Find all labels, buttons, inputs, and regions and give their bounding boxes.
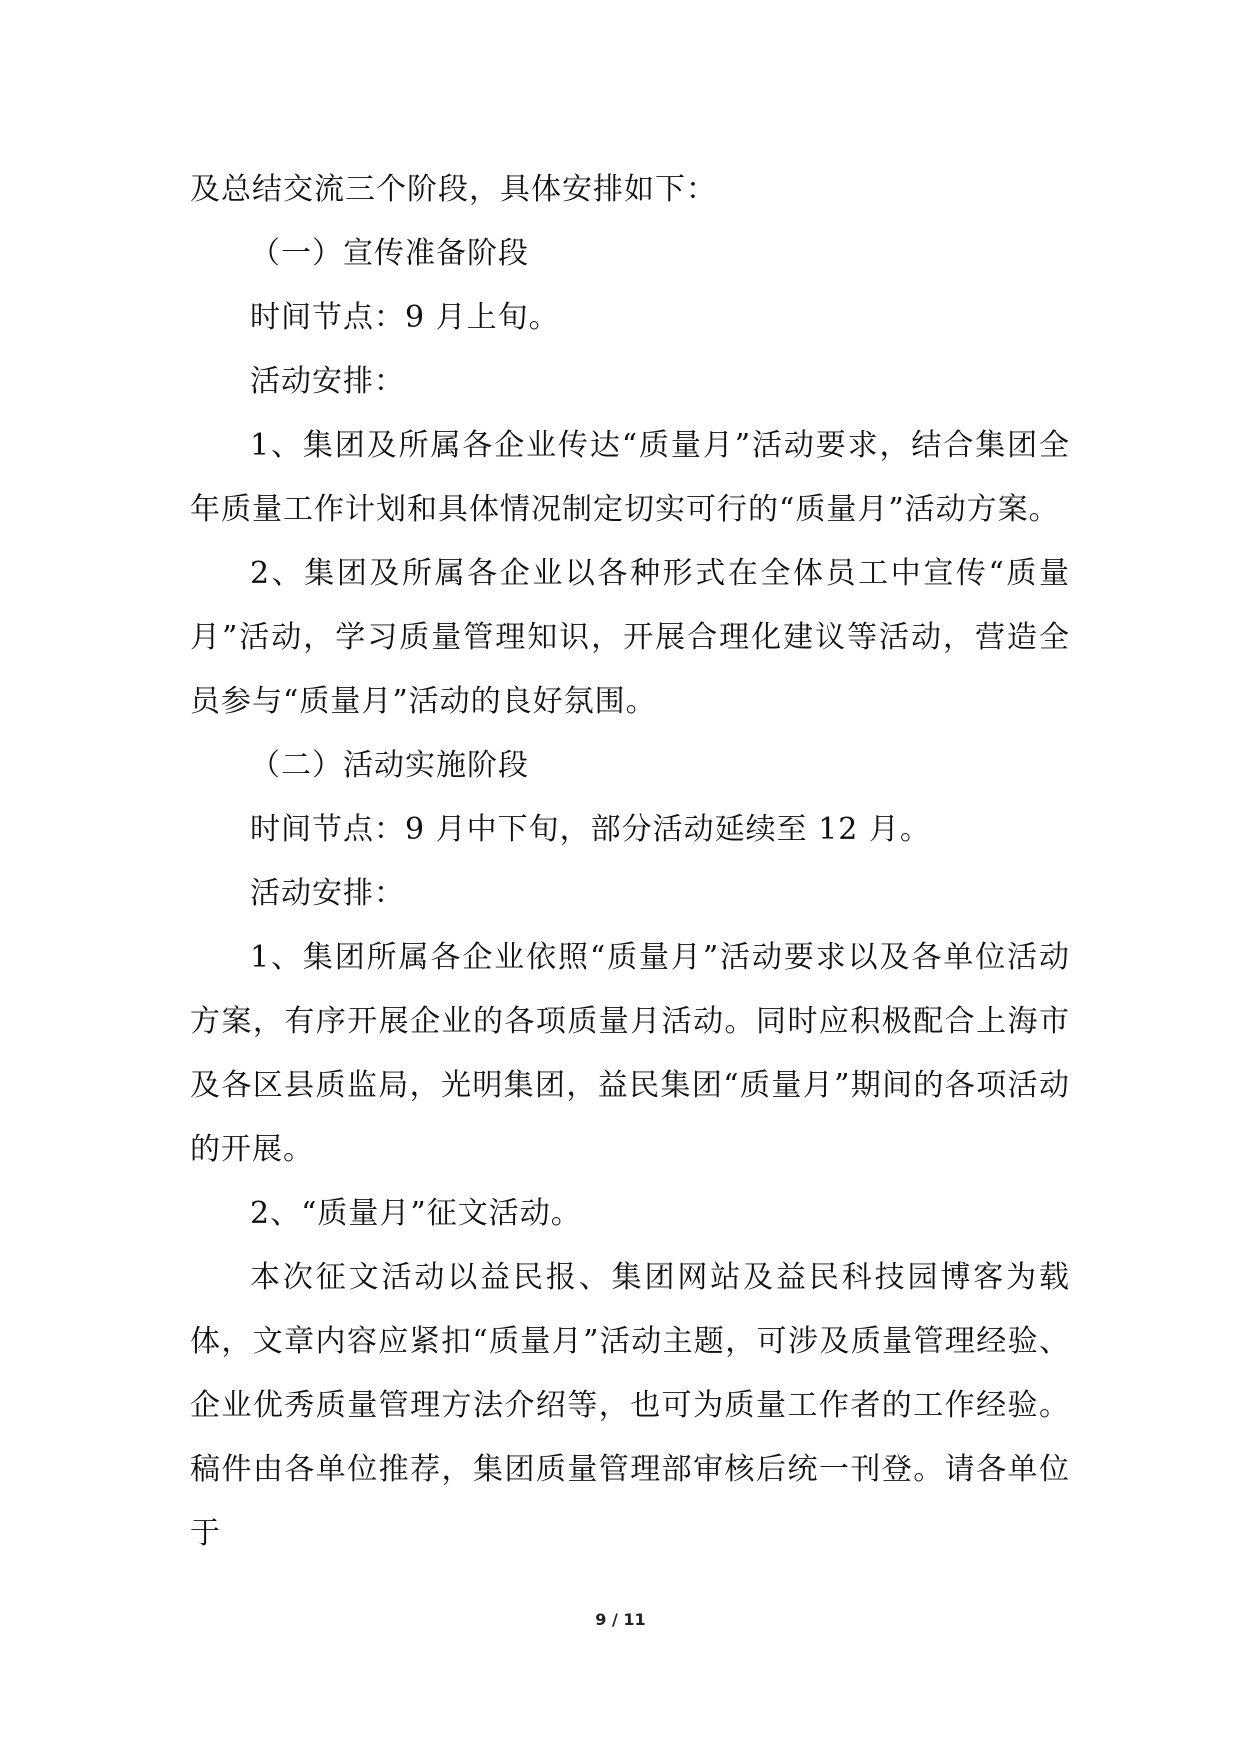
section-heading-publicity-preparation: （一）宣传准备阶段: [250, 236, 529, 271]
document-body: [190, 158, 1070, 1566]
paragraph-activity-arrangement-label: 活动安排：: [250, 364, 405, 399]
section-heading-implementation: （二）活动实施阶段: [250, 748, 529, 783]
paragraph-essay-activity: 本次征文活动以益民报、集团网站及益民科技园博客为载体，文章内容应紧扣“质量月”活动主题，可涉及质量管理经验、企业优秀质量管理方法介绍等，也可为质量工作者的工作经验。稿件由各单位推荐，集团质量管理部审核后统一刊登。请各单位于: [190, 1260, 1070, 1551]
page-number: 9 / 11: [595, 1610, 646, 1629]
paragraph-time-node: 时间节点：9 月中下旬，部分活动延续至 12 月。: [250, 812, 931, 847]
paragraph-item: 2、集团及所属各企业以各种形式在全体员工中宣传“质量月”活动，学习质量管理知识，开展合理化建议等活动，营造全员参与“质量月”活动的良好氛围。: [190, 556, 1070, 719]
paragraph-item: 2、“质量月”征文活动。: [250, 1196, 582, 1231]
paragraph-activity-arrangement-label: 活动安排：: [250, 876, 405, 911]
paragraph-item: 1、集团所属各企业依照“质量月”活动要求以及各单位活动方案，有序开展企业的各项质量月活动。同时应积极配合上海市及各区县质监局，光明集团，益民集团“质量月”期间的各项活动的开展。: [190, 940, 1070, 1167]
paragraph-time-node: 时间节点：9 月上旬。: [250, 300, 560, 335]
paragraph-item: 1、集团及所属各企业传达“质量月”活动要求，结合集团全年质量工作计划和具体情况制定切实可行的“质量月”活动方案。: [190, 428, 1070, 527]
paragraph-continuation: 及总结交流三个阶段，具体安排如下：: [190, 172, 717, 207]
